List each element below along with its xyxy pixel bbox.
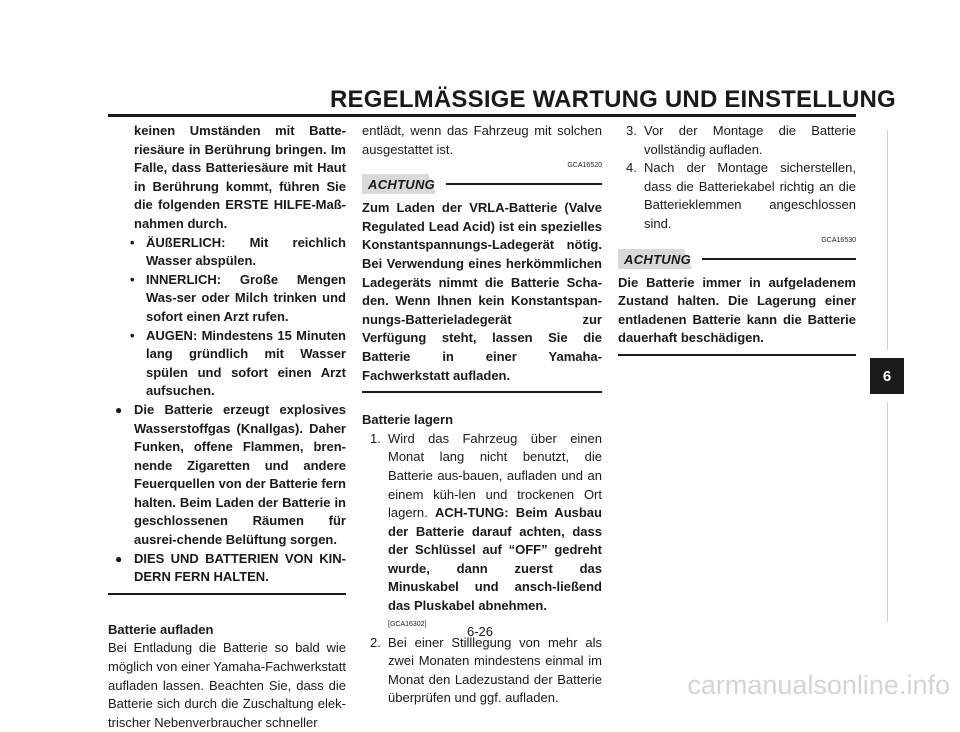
achtung-label: ACHTUNG bbox=[624, 251, 692, 267]
achtung-rule bbox=[446, 183, 602, 185]
step-warning-text: ACH-TUNG: Beim Ausbau der Batterie darauf achten, dass der Schlüssel auf “OFF” gedreht wurde, dann zuerst das Minuskabel und ansch-ließend das Pluskabel abnehmen. bbox=[388, 505, 602, 614]
tab-guide-line bbox=[887, 402, 888, 622]
achtung-text: Die Batterie immer in aufgeladenem Zustand halten. Die Lagerung einer entladenen Batterie kann die Batterie dauerhaft beschädigen. bbox=[618, 274, 856, 346]
bullet-item bbox=[108, 550, 346, 587]
watermark: carmanualsonline.info bbox=[687, 670, 950, 700]
sub-bullet-item bbox=[108, 327, 346, 401]
reference-code: GCA16520 bbox=[567, 162, 602, 170]
list-item bbox=[618, 159, 856, 233]
step-number: 3. bbox=[626, 123, 637, 138]
sub-bullet-text: INNERLICH: Große Mengen Was-ser oder Milch trinken und sofort einen Arzt rufen. bbox=[146, 271, 346, 324]
charge-paragraph: Bei Entladung die Batterie so bald wie möglich von einer Yamaha-Fachwerkstatt aufladen lassen. Beachten Sie, dass die Batterie sich durch die Zuschaltung elek-trischer Nebenverbraucher schneller bbox=[108, 640, 346, 730]
bullet-item bbox=[108, 401, 346, 550]
achtung-banner bbox=[362, 173, 602, 195]
header-rule bbox=[108, 114, 856, 117]
reference-code: GCA16530 bbox=[821, 236, 856, 244]
achtung-badge bbox=[618, 249, 692, 269]
warning-continuation: keinen Umständen mit Batte-riesäure in Berührung bringen. Im Falle, dass Batteriesäure mit Haut in Berührung kommt, führen Sie die folgenden ERSTE HILFE-Maß-nahmen durch. bbox=[134, 123, 346, 231]
bullet-icon: • bbox=[130, 271, 135, 287]
chapter-tab[interactable]: 6 bbox=[870, 358, 904, 394]
reference-code: [GCA16302] bbox=[388, 620, 427, 628]
step-text: Wird das Fahrzeug über einen Monat lang nicht benutzt, die Batterie aus-bauen, aufladen und an einem küh-len und trockenen Ort lagern. bbox=[388, 430, 602, 521]
page-title: REGELMÄSSIGE WARTUNG UND EINSTELLUNG bbox=[330, 86, 896, 113]
achtung-label: ACHTUNG bbox=[368, 177, 436, 193]
sub-bullet-text: AUGEN: Mindestens 15 Minuten lang gründlich mit Wasser spülen und sofort einen Arzt aufsuchen. bbox=[146, 327, 346, 399]
filled-circle-icon: ● bbox=[115, 551, 123, 566]
step-number: 4. bbox=[626, 160, 637, 176]
charge-continuation: entlädt, wenn das Fahrzeug mit solchen ausgestattet ist. bbox=[362, 123, 602, 157]
sub-bullet-text: ÄUßERLICH: Mit reichlich Wasser abspülen. bbox=[146, 234, 346, 269]
list-item bbox=[362, 634, 602, 708]
achtung-banner bbox=[618, 248, 856, 270]
section-rule bbox=[618, 354, 856, 356]
achtung-rule bbox=[702, 258, 856, 260]
step-text: Vor der Montage die Batterie vollständig aufladen. bbox=[644, 123, 856, 157]
bullet-icon: • bbox=[130, 327, 135, 343]
bullet-text: DIES UND BATTERIEN VON KIN-DERN FERN HALTEN. bbox=[134, 550, 346, 585]
column-1 bbox=[108, 122, 346, 732]
bullet-icon: • bbox=[130, 234, 135, 250]
list-item bbox=[362, 430, 602, 616]
achtung-text: Zum Laden der VRLA-Batterie (Valve Regulated Lead Acid) ist ein spezielles Konstantspannungs-Ladegerät nötig. Bei Verwendung eines herkömmlichen Ladegeräts nimmt die Batterie Scha-den. Wenn Ihnen kein Konstantspan-nungs-Batterieladegerät zur Verfügung steht, lassen Sie die Batterie in einer Yamaha-Fachwerkstatt aufladen. bbox=[362, 200, 602, 383]
step-number: 2. bbox=[370, 634, 381, 650]
step-number: 1. bbox=[370, 430, 381, 446]
section-heading-store: Batterie lagern bbox=[362, 412, 454, 428]
page-number: 6-26 bbox=[466, 624, 494, 639]
filled-circle-icon: ● bbox=[115, 402, 123, 417]
list-item bbox=[618, 122, 856, 159]
column-2 bbox=[362, 122, 602, 708]
sub-bullet-item bbox=[108, 271, 346, 327]
achtung-badge bbox=[362, 174, 436, 194]
tab-guide-line bbox=[887, 130, 888, 350]
section-heading-charge: Batterie aufladen bbox=[108, 621, 214, 637]
step-text: Nach der Montage sicherstellen, dass die Batteriekabel richtig an die Batterieklemmen angeschlossen sind. bbox=[644, 160, 856, 231]
sub-bullet-item bbox=[108, 234, 346, 271]
bullet-text: Die Batterie erzeugt explosives Wasserstoffgas (Knallgas). Daher Funken, offene Flammen, bren-nende Zigaretten und andere Feuerquellen von der Batterie fern halten. Beim Laden der Batterie in geschlossenen Räumen für ausrei-chende Belüftung sorgen. bbox=[134, 401, 346, 548]
column-3 bbox=[618, 122, 856, 356]
step-text: Bei einer Stilllegung von mehr als zwei Monaten mindestens einmal im Monat den Ladezustand der Batterie überprüfen und ggf. aufladen. bbox=[388, 634, 602, 706]
